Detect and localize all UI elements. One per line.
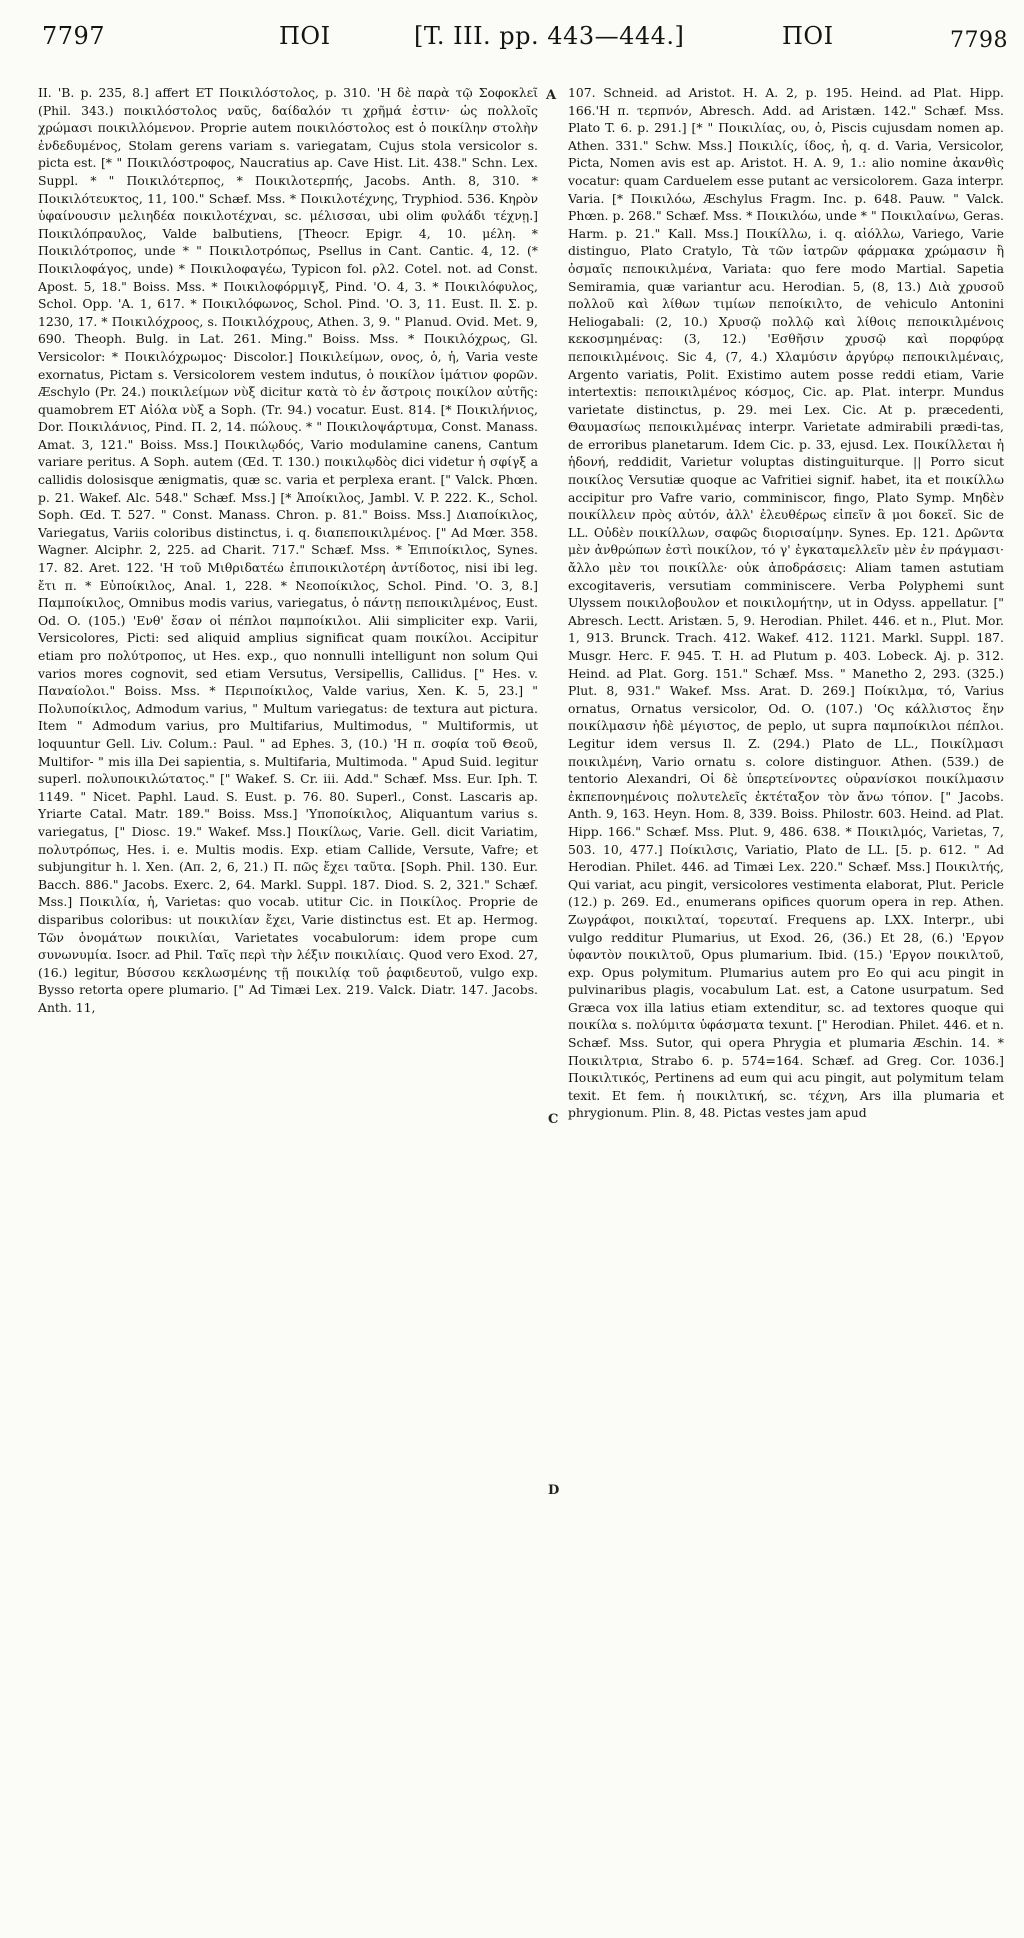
right-headword: ΠΟΙ (782, 22, 834, 50)
left-headword: ΠΟΙ (279, 22, 331, 50)
left-column-number: 7797 (42, 22, 106, 50)
section-marker-a: A (546, 88, 557, 103)
page-reference: [T. III. pp. 443—444.] (414, 22, 685, 50)
section-marker-d: D (548, 1483, 560, 1498)
right-text-column (568, 84, 1004, 1922)
right-column-number: 7798 (950, 28, 1008, 53)
running-header (42, 22, 1008, 62)
section-marker-c: C (548, 1112, 559, 1127)
left-text-column (38, 84, 538, 1922)
left-column-text: II. 'B. p. 235, 8.] affert ET Ποικιλόστολος, p. 310. 'Η δὲ παρὰ τῷ Σοφοκλεῖ (Phil. 343.) ποικιλόστολος ναῦς, δαίδαλόν τι χρῆμά ἐστιν· ὡς πολλοῖς χρώμασι ποικιλλόμενον. Proprie autem ποικιλόστολος est ὁ ποικίλην στολὴν ἐνδεδυμένος, Stolam gerens variam s. variegatam, Cujus stola versicolor s. picta est. [* " Ποικιλόστροφος, Naucratius ap. Cave Hist. Lit. 438." Schn. Lex. Suppl. * " Ποικιλότερπος, * Ποικιλοτερπής, Jacobs. Anth. 8, 310. * Ποικιλότευκτος, 11, 100." Schæf. Mss. * Ποικιλοτέχνης, Tryphiod. 536. Κηρὸν ὑφαίνουσιν μελιηδέα ποικιλοτέχναι, sc. μέλισσαι, ubi olim φυλάδι τέχνῃ.] Ποικιλόπραυλος, Valde balbutiens, [Theocr. Epigr. 4, 10. μέλη. * Ποικιλότροπος, unde * " Ποικιλοτρόπως, Psellus in Cant. Cantic. 4, 12. (* Ποικιλοφάγος, unde) * Ποικιλοφαγέω, Typicon fol. ρλ2. Cotel. not. ad Const. Apost. 5, 18." Boiss. Mss. * Ποικιλοφόρμιγξ, Pind. 'Ο. 4, 3. * Ποικιλόφυλος, Schol. Opp. 'A. 1, 617. * Ποικιλόφωνος, Schol. Pind. 'Ο. 3, 11. Eust. Il. Σ. p. 1230, 17. * Ποικιλόχροος, s. Ποικιλόχρους, Athen. 3, 9. " Planud. Ovid. Met. 9, 690. Theoph. Bulg. in Lat. 261. Ming." Boiss. Mss. * Ποικιλόχρως, Gl. Versicolor: * Ποικιλόχρωμος· Discolor.] Ποικιλείμων, ονος, ὁ, ἡ, Varia veste exornatus, Pictam s. Versicolorem vestem indutus, ὁ ποικίλον ἱμάτιον φορῶν. Æschylo (Pr. 24.) ποικιλείμων νὺξ dicitur κατὰ τὸ ἐν ἄστροις ποικίλον αὐτῆς: quamobrem ET Αἰόλα νὺξ a Soph. (Tr. 94.) vocatur. Eust. 814. [* Ποικιλήνιος, Dor. Ποικιλάνιος, Pind. Π. 2, 14. πώλους. * " Ποικιλοψάρτυμα, Const. Manass. Amat. 3, 121." Boiss. Mss.] Ποικιλῳδός, Vario modulamine canens, Cantum variare peritus. A Soph. autem (Œd. T. 130.) ποικιλῳδὸς dici videtur ἡ σφίγξ a callidis dolosisque ænigmatis, quæ sc. varia et perplexa erant. [" Valck. Phœn. p. 21. Wakef. Alc. 548." Schæf. Mss.] [* Ἀποίκιλος, Jambl. V. P. 222. K., Schol. Soph. Œd. T. 527. " Const. Manass. Chron. p. 81." Boiss. Mss.] Διαποίκιλος, Variegatus, Variis coloribus distinctus, i. q. διαπεποικιλμένος. [" Ad Mœr. 358. Wagner. Alciphr. 2, 225. ad Charit. 717." Schæf. Mss. * Ἐπιποίκιλος, Synes. 17. 82. Aret. 122. 'Η τοῦ Μιθριδατέω ἐπιποικιλοτέρη ἀντίδοτος, nisi ibi leg. ἔτι π. * Εὐποίκιλος, Anal. 1, 228. * Νεοποίκιλος, Schol. Pind. 'Ο. 3, 8.] Παμποίκιλος, Omnibus modis varius, variegatus, ὁ πάντῃ πεποικιλμένος, Eust. Od. O. (105.) 'Ενθ' ἔσαν οἱ πέπλοι παμποίκιλοι. Alii simpliciter exp. Varii, Versicolores, Picti: sed aliquid amplius significat quam ποικίλοι. Accipitur etiam pro πολύτροπος, ut Hes. exp., quo nonnulli intelligunt non solum Qui varios mores cognovit, sed etiam Versutus, Versipellis, Callidus. [" Hes. v. Παναίολοι." Boiss. Mss. * Περιποίκιλος, Valde varius, Xen. K. 5, 23.] " Πολυποίκιλος, Admodum varius, " Multum variegatus: de textura aut pictura. Item " Admodum varius, pro Multifarius, Multimodus, " Multiformis, ut loquuntur Gell. Liv. Colum.: Paul. " ad Ephes. 3, (10.) 'Η π. σοφία τοῦ Θεοῦ, Multifor- " mis illa Dei sapientia, s. Multifaria, Multimoda. " Apud Suid. legitur superl. πολυποικιλώτατος." [" Wakef. S. Cr. iii. Add." Schæf. Mss. Eur. Iph. T. 1149. " Nicet. Paphl. Laud. S. Eust. p. 76. 80. Superl., Const. Lascaris ap. Yriarte Catal. Matr. 189." Boiss. Mss.] 'Υποποίκιλος, Aliquantum varius s. variegatus, [" Diosc. 19." Wakef. Mss.] Ποικίλως, Varie. Gell. dicit Variatim, πολυτρόπως, Hes. i. e. Multis modis. Exp. etiam Callide, Versute, Vafre; et subjungitur h. l. Xen. (Απ. 2, 6, 21.) Π. πῶς ἔχει ταῦτα. [Soph. Phil. 130. Eur. Bacch. 886." Jacobs. Exerc. 2, 64. Markl. Suppl. 187. Diod. S. 2, 321." Schæf. Mss.] Ποικιλία, ἡ, Varietas: quo vocab. utitur Cic. in Ποικίλος. Proprie de disparibus coloribus: ut ποικιλίαν ἔχει, Varie distinctus est. Et ap. Hermog. Τῶν ὀνομάτων ποικιλίαι, Varietates vocabulorum: idem prope cum συνωνυμία. Isocr. ad Phil. Ταῖς περὶ τὴν λέξιν ποικιλίαις. Quod vero Exod. 27, (16.) legitur, Βύσσου κεκλωσμένης τῇ ποικιλίᾳ τοῦ ῥαφιδευτοῦ, vulgo exp. Bysso retorta opere plumario. [" Ad Timæi Lex. 219. Valck. Diatr. 147. Jacobs. Anth. 11, (38, 85, 538, 1015)
right-column-text: 107. Schneid. ad Aristot. H. A. 2, p. 195. Heind. ad Plat. Hipp. 166.'Η π. τερπνόν, Abresch. Add. ad Aristæn. 142." Schæf. Mss. Plato T. 6. p. 291.] [* " Ποικιλίας, ου, ὁ, Piscis cujusdam nomen ap. Athen. 331." Schw. Mss.] Ποικιλίς, ίδος, ἡ, q. d. Varia, Versicolor, Picta, Nomen avis est ap. Aristot. H. A. 9, 1.: alio nomine ἀκανθὶς vocatur: quam Carduelem esse putant ac versicolorem. Gaza interpr. Varia. [* Ποικιλόω, Æschylus Fragm. Inc. p. 648. Pauw. " Valck. Phœn. p. 268." Schæf. Mss. * Ποικιλόω, unde * " Ποικιλαίνω, Geras. Harm. p. 21." Kall. Mss.] Ποικίλλω, i. q. αἰόλλω, Variego, Varie distinguo, Plato Cratylo, Τὰ τῶν ἰατρῶν φάρμακα χρώμασιν ἢ ὀσμαῖς πεποικιλμένα, Variata: quo fere modo Martial. Sapetia Semiramia, quæ variantur acu. Herodian. 5, (8, 13.) Διὰ χρυσοῦ πολλοῦ καὶ λίθων τιμίων πεποίκιλτο, de vehiculo Antonini Heliogabali: (2, 10.) Χρυσῷ πολλῷ καὶ λίθοις πεποικιλμένοις κεκοσμημένας: (3, 12.) 'Εσθῆσιν χρυσῷ καὶ πορφύρᾳ πεποικιλμένοις. Sic 4, (7, 4.) Χλαμύσιν ἀργύρῳ πεποικιλμέναις, Argento variatis, Polit. Existimo autem posse reddi etiam, Varie intertextis: πεποικιλμένος κόσμος, Cic. ap. Plat. interpr. Mundus varietate distinctus, p. 29. mei Lex. Cic. At p. præcedenti, Θαυμασίως πεποικιλμένας interpr. Varietate admirabili prædi-tas, de erroribus planetarum. Idem Cic. p. 33, ejusd. Lex. Ποικίλλεται ἡ ἡδονή, reddidit, Varietur voluptas distinguiturque. || Porro sicut ποικίλος Versutiæ quoque ac Vafritiei signif. habet, ita et ποικίλλω accipitur pro Vafre vario, comminiscor, fingo, Plato Symp. Μηδὲν ποικίλλειν πρὸς αὐτόν, ἀλλ' ἐλευθέρως εἰπεῖν ἃ μοι δοκεῖ. Sic de LL. Οὐδὲν ποικίλλων, σαφῶς διορισαίμην. Synes. Ep. 121. Δρῶντα μὲν ἀνθρώπων ἐστὶ ποικίλον, τό γ' ἐγκαταμελλεῖν μὲν ἐν πράγμασι· ἄλλο μὲν τοι ποικίλλε· οὐκ ἀποδράσεις: Aliam tamen astutiam excogitaveris, versutiam comminiscere. Verba Polyphemi sunt Ulyssem ποικιλοβουλον et ποικιλομήτην, ut in Odyss. appellatur. [" Abresch. Lectt. Aristæn. 5, 9. Herodian. Philet. 446. et n., Plut. Mor. 1, 913. Brunck. Trach. 412. Wakef. 412. 1121. Markl. Suppl. 187. Musgr. Herc. F. 945. T. H. ad Plutum p. 403. Lobeck. Aj. p. 312. Heind. ad Plat. Gorg. 151." Schæf. Mss. " Manetho 2, 293. (325.) Plut. 8, 931." Wakef. Mss. Arat. D. 269.] Ποίκιλμα, τό, Varius ornatus, Ornatus versicolor, Od. O. (107.) 'Ος κάλλιστος ἔην ποικίλμασιν ἠδὲ μέγιστος, de peplo, ut supra παμποίκιλοι πέπλοι. Legitur idem versus Il. Z. (294.) Plato de LL., Ποικίλμασι ποικιλμένη, Vario ornatu s. colore distinguor. Athen. (539.) de tentorio Alexandri, Οἱ δὲ ὑπερτείνοντες οὐρανίσκοι ποικίλμασιν ἐκπεπονημένοις πολυτελεῖς ἐκτέταξον τὸν ἄνω τόπον. [" Jacobs. Anth. 9, 163. Heyn. Hom. 8, 339. Boiss. Philostr. 603. Heind. ad Plat. Hipp. 166." Schæf. Mss. Plut. 9, 486. 638. * Ποικιλμός, Varietas, 7, 503. 10, 477.] Ποίκιλσις, Variatio, Plato de LL. [5. p. 612. " Ad Herodian. Philet. 446. ad Timæi Lex. 220." Schæf. Mss.] Ποικιλτής, Qui variat, acu pingit, versicolores vestimenta elaborat, Plut. Pericle (12.) p. 269. Ed., enumerans opifices quorum opera in rep. Athen. Ζωγράφοι, ποικιλταί, τορευταί. Frequens ap. LXX. Interpr., ubi vulgo redditur Plumarius, ut Exod. 26, (36.) Et 28, (6.) 'Εργον ὑφαντὸν ποικιλτοῦ, Opus plumarium. Ibid. (15.) 'Εργον ποικιλτοῦ, exp. Opus polymitum. Plumarius autem pro Eo qui acu pingit in pulvinaribus plagis, vocabulum Lat. est, a Catone usurpatum. Sed Græca vox illa latius etiam extenditur, sc. ad textores quoque qui ποικίλα s. πολύμιτα ὑφάσματα texunt. [" Herodian. Philet. 446. et n. Schæf. Mss. Sutor, qui opera Phrygia et plumaria Æschin. 14. * Ποικιλτρια, Strabo 6. p. 574=164. Schæf. ad Greg. Cor. 1036.] Ποικιλτικός, Pertinens ad eum qui acu pingit, aut polymitum telam texit. Et fem. ἡ ποικιλτική, sc. τέχνη, Ars illa plumaria et phrygionum. Plin. 8, 48. Pictas vestes jam apud (568, 85, 1004, 1121)
